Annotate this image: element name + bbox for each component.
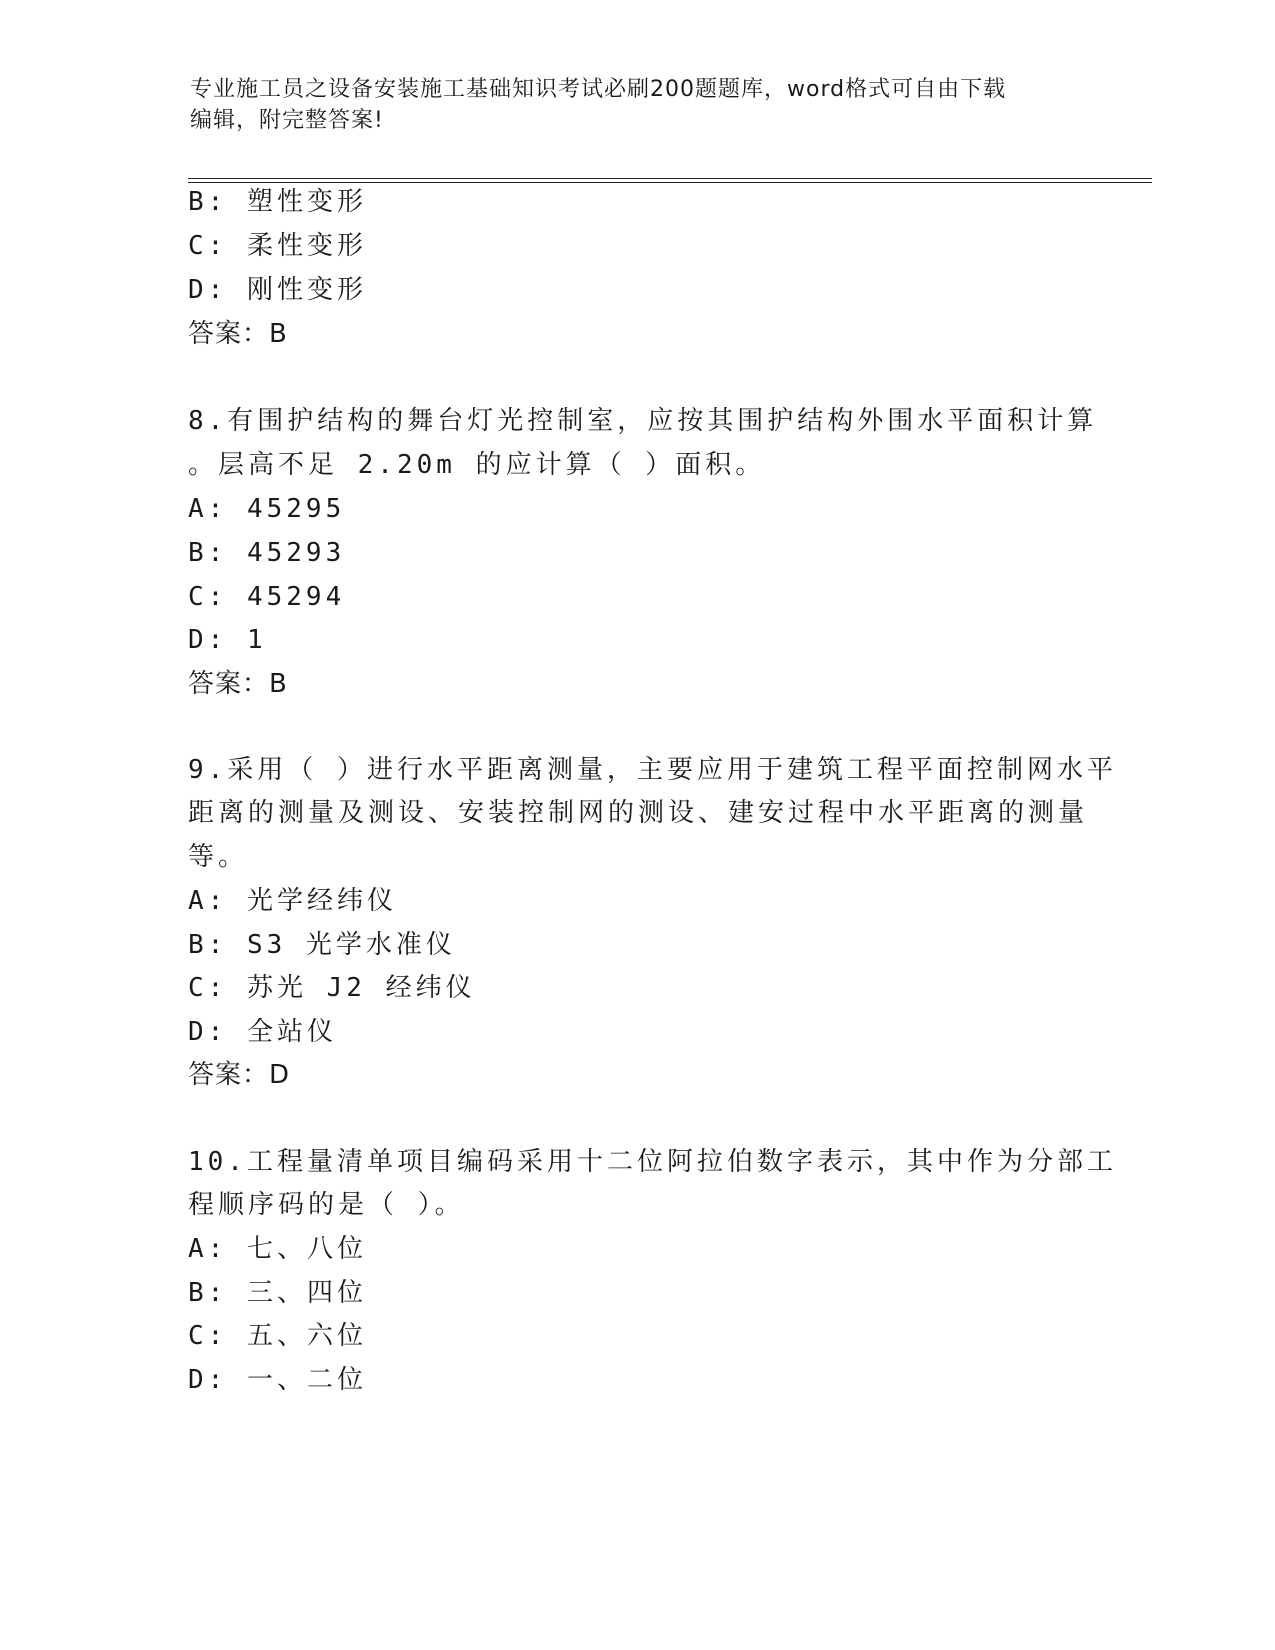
q8-question-line-2: 。层高不足 2.20m 的应计算（ ）面积。 bbox=[188, 450, 766, 480]
q10-option-d: D: 一、二位 bbox=[188, 1365, 367, 1395]
q10-question-line-2: 程顺序码的是（ ）。 bbox=[188, 1190, 465, 1220]
q9-question-line-2: 距离的测量及测设、安装控制网的测设、建安过程中水平距离的测量 bbox=[188, 798, 1089, 828]
q10-option-a: A: 七、八位 bbox=[188, 1234, 367, 1264]
q8-answer: 答案：B bbox=[188, 669, 288, 699]
document-header bbox=[190, 74, 1070, 136]
q8-option-d: D: 1 bbox=[188, 625, 267, 655]
q9-option-a: A: 光学经纬仪 bbox=[188, 886, 397, 916]
q8-option-b: B: 45293 bbox=[188, 538, 346, 568]
q7-answer: 答案：B bbox=[188, 319, 288, 349]
q7-option-d: D: 刚性变形 bbox=[188, 275, 367, 305]
header-divider-bottom bbox=[188, 182, 1152, 183]
q10-option-c: C: 五、六位 bbox=[188, 1321, 367, 1351]
q8-option-a: A: 45295 bbox=[188, 494, 346, 524]
q9-option-c: C: 苏光 J2 经纬仪 bbox=[188, 973, 476, 1003]
q9-option-d: D: 全站仪 bbox=[188, 1017, 337, 1047]
header-divider-top bbox=[188, 178, 1152, 179]
header-line-1: 专业施工员之设备安装施工基础知识考试必刷200题题库，word格式可自由下载 bbox=[190, 77, 1007, 102]
q10-option-b: B: 三、四位 bbox=[188, 1278, 367, 1308]
q9-answer: 答案：D bbox=[188, 1060, 291, 1090]
q7-option-b: B: 塑性变形 bbox=[188, 187, 367, 217]
q7-option-c: C: 柔性变形 bbox=[188, 231, 367, 261]
q10-question-line-1: 10.工程量清单项目编码采用十二位阿拉伯数字表示，其中作为分部工 bbox=[188, 1147, 1117, 1177]
q9-question-line-3: 等。 bbox=[188, 842, 249, 872]
q9-question-line-1: 9.采用（ ）进行水平距离测量，主要应用于建筑工程平面控制网水平 bbox=[188, 755, 1117, 785]
q8-question-line-1: 8.有围护结构的舞台灯光控制室，应按其围护结构外围水平面积计算 bbox=[188, 406, 1098, 436]
q8-option-c: C: 45294 bbox=[188, 582, 346, 612]
q9-option-b: B: S3 光学水准仪 bbox=[188, 930, 456, 960]
header-line-2: 编辑，附完整答案! bbox=[190, 108, 384, 133]
